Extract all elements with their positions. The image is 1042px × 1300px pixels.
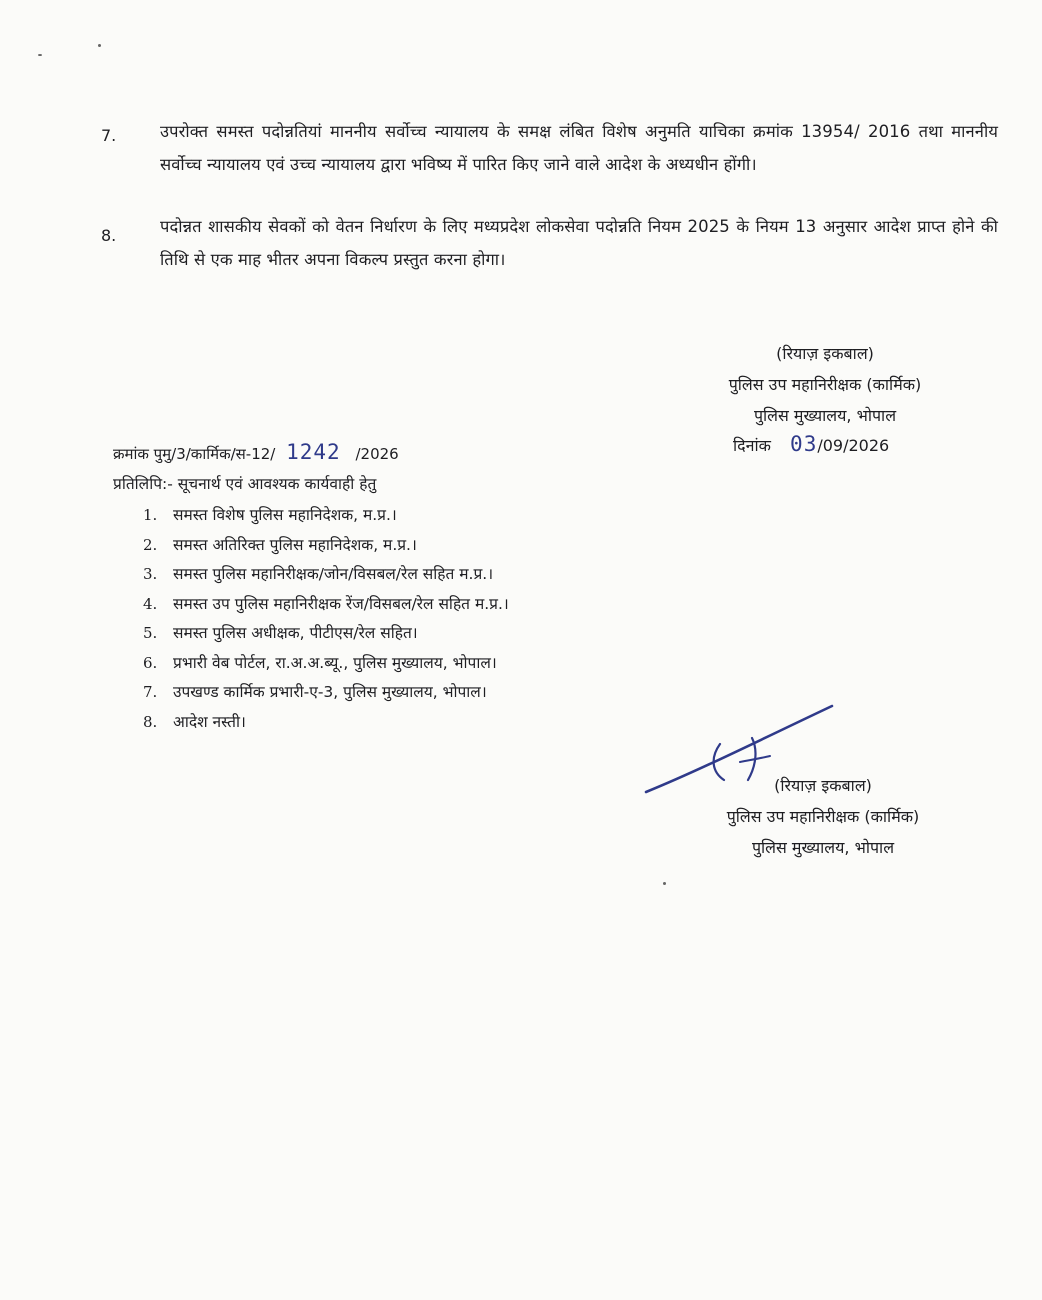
copy-list: [143, 501, 509, 737]
list-item-number: 5.: [143, 624, 158, 642]
list-item-number: 3.: [143, 565, 158, 583]
list-item-number: 4.: [143, 594, 158, 613]
paragraph-number: 7.: [101, 126, 117, 145]
list-item-text: प्रभारी वेब पोर्टल, रा.अ.अ.ब्यू., पुलिस मुख्यालय, भोपाल।: [173, 653, 497, 672]
list-item: [143, 619, 509, 649]
list-item-text: समस्त पुलिस महानिरीक्षक/जोन/विसबल/रेल सहित म.प्र.।: [173, 565, 494, 583]
reference-number: [113, 440, 399, 464]
date-day-handwritten: 03: [790, 432, 818, 456]
copy-heading: प्रतिलिपि:- सूचनार्थ एवं आवश्यक कार्यवाही हेतु: [113, 475, 377, 493]
list-item-text: उपखण्ड कार्मिक प्रभारी-ए-3, पुलिस मुख्यालय, भोपाल।: [173, 683, 487, 701]
order-date: [733, 432, 889, 456]
list-item: [143, 590, 509, 620]
list-item-text: समस्त विशेष पुलिस महानिदेशक, म.प्र.।: [173, 506, 397, 524]
paragraph-text: उपरोक्त समस्त पदोन्नतियां माननीय सर्वोच्च न्यायालय के समक्ष लंबित विशेष अनुमति याचिका क्रमांक 13954/ 2016 तथा माननीय सर्वोच्च न्यायालय एवं उच्च न्यायालय द्वारा भविष्य में पारित किए जाने वाले आदेश के अध्यधीन होंगी।: [160, 122, 998, 174]
reference-suffix: /2026: [355, 445, 399, 463]
reference-number-handwritten: 1242: [286, 440, 341, 464]
signatory-office: पुलिस मुख्यालय, भोपाल: [751, 838, 895, 857]
signatory-office: पुलिस मुख्यालय, भोपाल: [753, 406, 897, 425]
list-item: [143, 531, 509, 561]
list-item-text: समस्त पुलिस अधीक्षक, पीटीएस/रेल सहित।: [173, 624, 418, 642]
signature-block-bottom: [688, 770, 958, 863]
list-item: [143, 501, 509, 531]
paragraph-number: 8.: [101, 226, 117, 245]
signature-block-top: [690, 338, 960, 431]
signatory-designation: पुलिस उप महानिरीक्षक (कार्मिक): [728, 375, 922, 394]
signatory-name: (रियाज़ इकबाल): [774, 776, 872, 795]
list-item: [143, 560, 509, 590]
list-item: [143, 649, 509, 679]
scan-speck: [38, 54, 42, 56]
date-label: दिनांक: [733, 436, 771, 455]
paragraph-text: पदोन्नत शासकीय सेवकों को वेतन निर्धारण के लिए मध्यप्रदेश लोकसेवा पदोन्नति नियम 2025 के नियम 13 अनुसार आदेश प्राप्त होने की तिथि से एक माह भीतर अपना विकल्प प्रस्तुत करना होगा।: [160, 217, 998, 269]
list-item-number: 7.: [143, 683, 158, 701]
reference-prefix: क्रमांक पुमु/3/कार्मिक/स-12/: [113, 445, 276, 463]
list-item-number: 6.: [143, 653, 158, 672]
list-item-number: 8.: [143, 712, 158, 731]
signatory-designation: पुलिस उप महानिरीक्षक (कार्मिक): [726, 807, 920, 826]
list-item: [143, 678, 509, 708]
list-item-text: समस्त अतिरिक्त पुलिस महानिदेशक, म.प्र.।: [173, 535, 417, 554]
list-item-number: 1.: [143, 506, 158, 524]
list-item-text: आदेश नस्ती।: [173, 712, 246, 731]
scan-speck: [663, 882, 666, 885]
list-item: [143, 708, 509, 738]
list-item-text: समस्त उप पुलिस महानिरीक्षक रेंज/विसबल/रेल सहित म.प्र.।: [173, 594, 509, 613]
list-item-number: 2.: [143, 535, 158, 554]
date-printed: /09/2026: [817, 436, 890, 455]
signatory-name: (रियाज़ इकबाल): [776, 344, 874, 363]
scan-speck: [98, 44, 101, 47]
